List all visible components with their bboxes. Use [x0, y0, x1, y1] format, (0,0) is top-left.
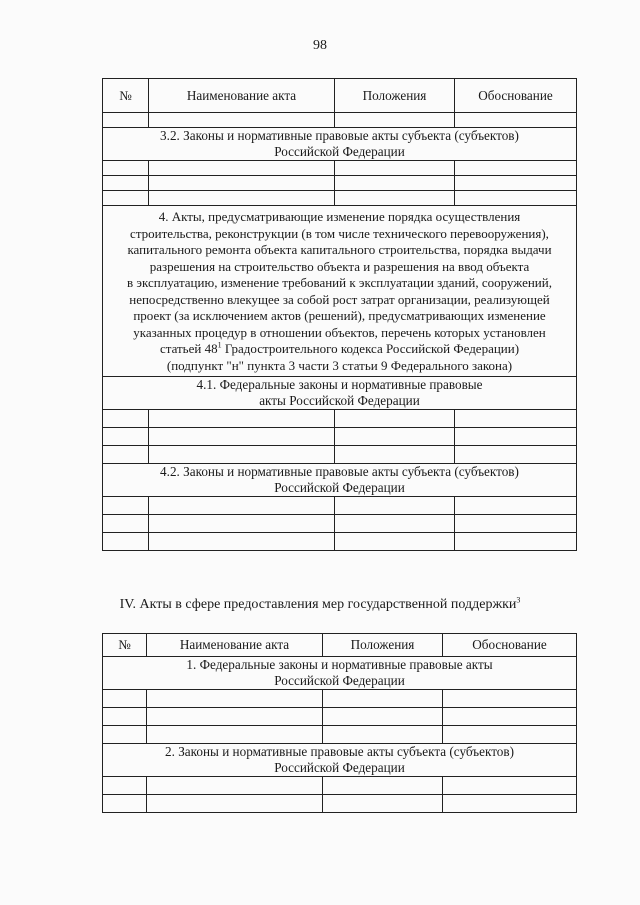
header-number: № [103, 634, 147, 657]
page-number: 98 [313, 38, 327, 53]
header-provisions: Положения [335, 79, 455, 113]
table-header-row [103, 634, 577, 657]
table-row [103, 410, 577, 428]
table-row [103, 446, 577, 464]
section-4-1-title: 4.1. Федеральные законы и нормативные правовые акты Российской Федерации [103, 377, 577, 410]
section-3-2-title: 3.2. Законы и нормативные правовые акты субъекта (субъектов) Российской Федерации [103, 128, 577, 161]
table-row [103, 515, 577, 533]
section-1-title: 1. Федеральные законы и нормативные правовые акты Российской Федерации [103, 657, 577, 690]
table-header-row [103, 79, 577, 113]
acts-table-1 [102, 78, 577, 551]
table-row [103, 113, 577, 128]
section-4-2-title: 4.2. Законы и нормативные правовые акты субъекта (субъектов) Российской Федерации [103, 464, 577, 497]
table-row [103, 690, 577, 708]
footnote-mark: 3 [516, 595, 521, 605]
table-row [103, 428, 577, 446]
table-row [103, 795, 577, 813]
header-number: № [103, 79, 149, 113]
header-justification: Обоснование [455, 79, 577, 113]
table-row [103, 777, 577, 795]
header-justification: Обоснование [443, 634, 577, 657]
section-2-title: 2. Законы и нормативные правовые акты субъекта (субъектов) Российской Федерации [103, 744, 577, 777]
table-row [103, 161, 577, 176]
header-act-name: Наименование акта [149, 79, 335, 113]
table-row [103, 191, 577, 206]
table-row [103, 726, 577, 744]
table-row [103, 533, 577, 551]
header-act-name: Наименование акта [147, 634, 323, 657]
section-4-title: 4. Акты, предусматривающие изменение порядка осуществления строительства, реконструкции (в том числе технического перевооружения), капитального ремонта объекта капитального строительства, порядка выдачи разрешения на строительство объекта и разрешения на ввод объекта в эксплуатацию, изменение требований к эксплуатации зданий, сооружений, непосредственно влекущее за собой рост затрат организации, реализующей проект (за исключением актов (решений), предусматривающих изменение указанных процедур в отношении объектов, перечень которых установлен статьей $48^1$ Градостроительного кодекса Российской Федерации) (подпункт "н" пункта 3 части 3 статьи 9 Федерального закона) [103, 206, 577, 377]
table-row [103, 708, 577, 726]
section-iv-heading: IV. Акты в сфере предоставления мер государственной поддержки$^3$ [119, 595, 521, 612]
acts-table-2 [102, 633, 577, 813]
header-provisions: Положения [323, 634, 443, 657]
table-row [103, 497, 577, 515]
table-row [103, 176, 577, 191]
